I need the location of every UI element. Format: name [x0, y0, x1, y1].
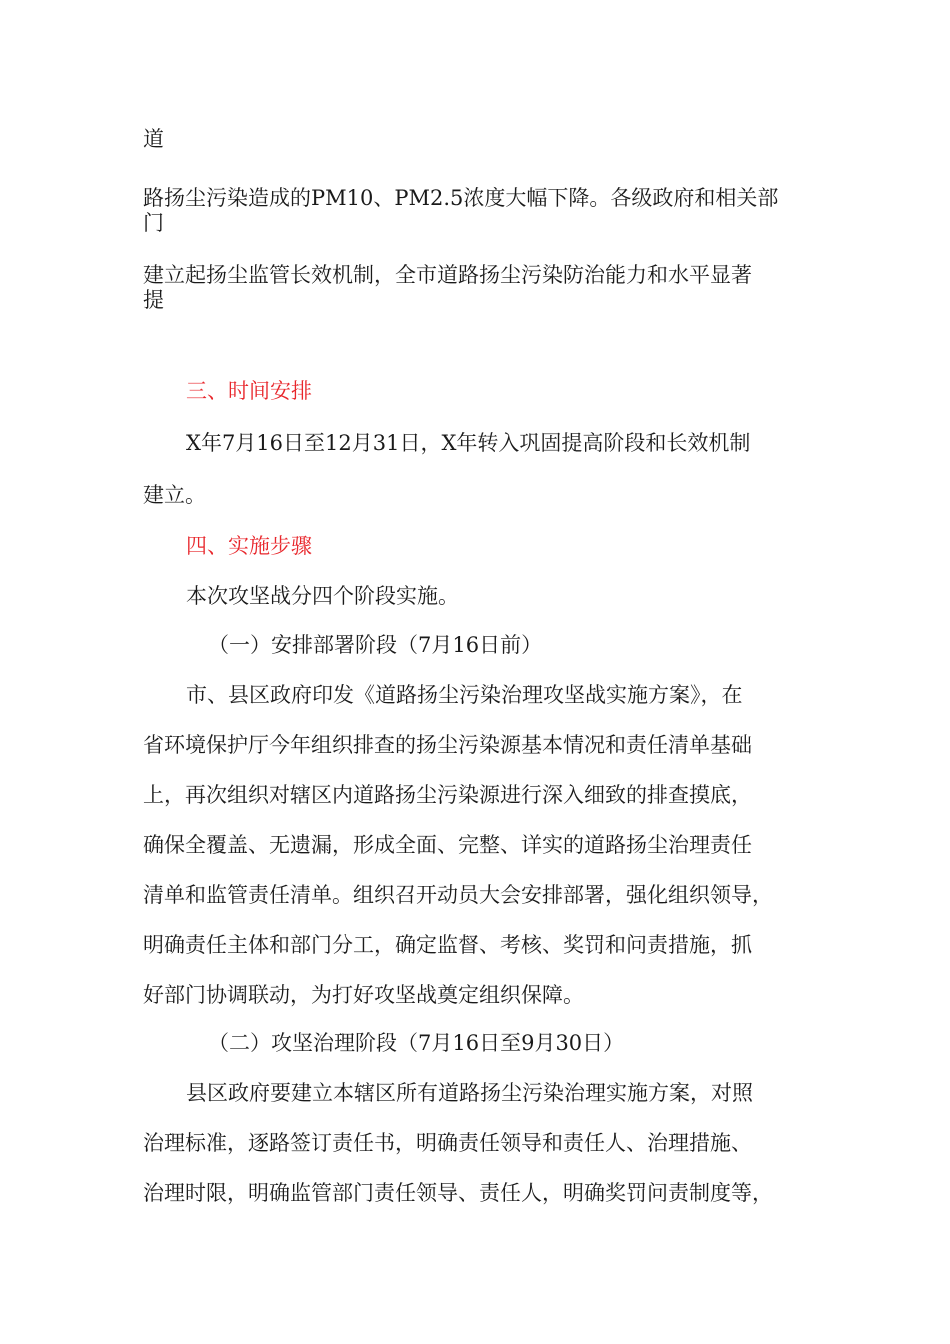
text-line: 确保全覆盖、无遗漏，形成全面、完整、详实的道路扬尘治理责任	[143, 833, 752, 857]
text-line: 清单和监管责任清单。组织召开动员大会安排部署，强化组织领导，	[143, 883, 773, 907]
text-line: 建立。	[143, 483, 206, 507]
text-line: 明确责任主体和部门分工，确定监督、考核、奖罚和问责措施，抓	[143, 933, 752, 957]
subsection-title: （二）攻坚治理阶段（7月16日至9月30日）	[208, 1031, 625, 1055]
section-heading-schedule: 三、时间安排	[186, 379, 312, 403]
text-line: 上，再次组织对辖区内道路扬尘污染源进行深入细致的排查摸底，	[143, 783, 752, 807]
text-line: 市、县区政府印发《道路扬尘污染治理攻坚战实施方案》，在	[186, 683, 743, 707]
text-line: 路扬尘污染造成的PM10、PM2.5浓度大幅下降。各级政府和相关部	[143, 186, 779, 210]
text-line: 治理时限，明确监管部门责任领导、责任人，明确奖罚问责制度等，	[143, 1181, 773, 1205]
text-line: 本次攻坚战分四个阶段实施。	[186, 584, 459, 608]
text-line: 省环境保护厅今年组织排查的扬尘污染源基本情况和责任清单基础	[143, 733, 752, 757]
section-heading-steps: 四、实施步骤	[186, 534, 312, 558]
text-line: X年7月16日至12月31日，X年转入巩固提高阶段和长效机制	[186, 431, 751, 455]
text-line: 道	[143, 127, 164, 151]
text-line: 好部门协调联动，为打好攻坚战奠定组织保障。	[143, 983, 584, 1007]
text-line: 县区政府要建立本辖区所有道路扬尘污染治理实施方案，对照	[186, 1081, 753, 1105]
text-line: 建立起扬尘监管长效机制，全市道路扬尘污染防治能力和水平显著	[143, 263, 752, 287]
text-line: 提	[143, 288, 164, 312]
text-line: 治理标准，逐路签订责任书，明确责任领导和责任人、治理措施、	[143, 1131, 752, 1155]
subsection-title: （一）安排部署阶段（7月16日前）	[208, 633, 543, 657]
text-line: 门	[143, 211, 164, 235]
